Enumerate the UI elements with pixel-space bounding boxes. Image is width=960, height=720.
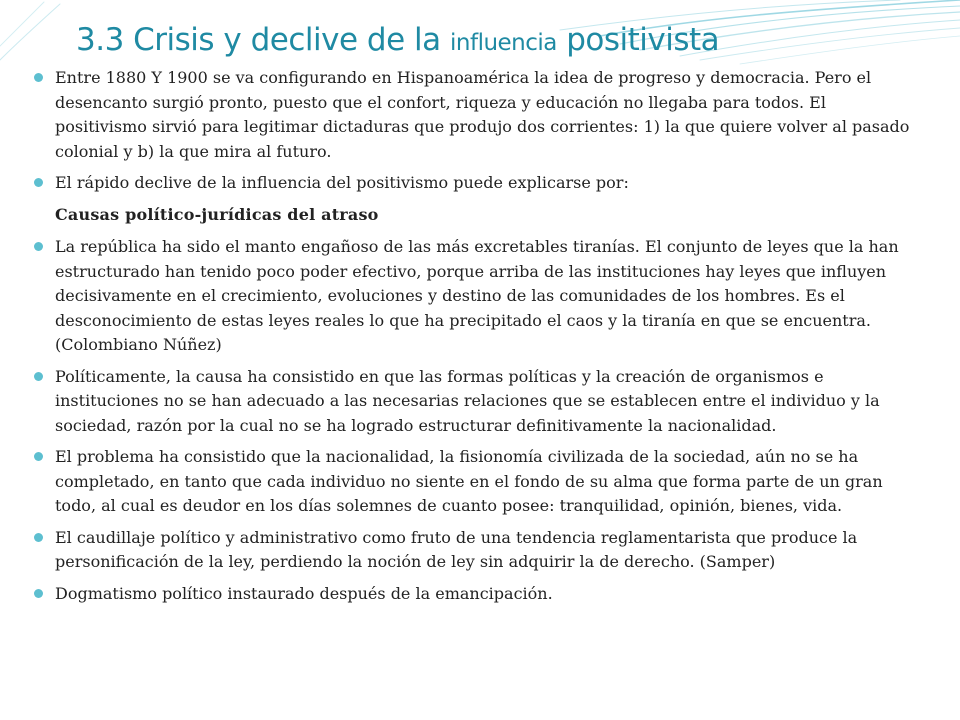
title-text-main: 3.3 Crisis y declive de la: [76, 22, 450, 58]
title-text-end: positivista: [556, 22, 720, 58]
bullet-item: El rápido declive de la influencia del positivismo puede explicarse por:: [34, 171, 914, 196]
bullet-item: La república ha sido el manto engañoso de las más excretables tiranías. El conjunto de leyes que la han estructurado han tenido poco poder efectivo, porque arriba de las instituciones hay leyes que influyen decisivamente en el crecimiento, evoluciones y destino de las comunidades de los hombres. Es el desconocimiento de estas leyes reales lo que ha precipitado el caos y la tiranía en que se encuentra. (Colombiano Núñez): [34, 235, 914, 358]
slide-body: [34, 66, 914, 613]
page-title: [76, 22, 936, 58]
section-subheading: Causas político-jurídicas del atraso: [55, 204, 379, 224]
title-text-small: influencia: [450, 30, 557, 56]
bullet-item: Dogmatismo político instaurado después de la emancipación.: [34, 582, 914, 607]
bullet-item: El problema ha consistido que la nacionalidad, la fisionomía civilizada de la sociedad, aún no se ha completado, en tanto que cada individuo no siente en el fondo de su alma que forma parte de un gran todo, al cual es deudor en los días solemnes de cuanto posee: tranquilidad, opinión, bienes, vida.: [34, 445, 914, 519]
bullet-item: Políticamente, la causa ha consistido en que las formas políticas y la creación de organismos e instituciones no se han adecuado a las necesarias relaciones que se establecen entre el individuo y la sociedad, razón por la cual no se ha logrado estructurar definitivamente la nacionalidad.: [34, 365, 914, 439]
bullet-item: Entre 1880 Y 1900 se va configurando en Hispanoamérica la idea de progreso y democracia. Pero el desencanto surgió pronto, puesto que el confort, riqueza y educación no llegaba para todos. El positivismo sirvió para legitimar dictaduras que produjo dos corrientes: 1) la que quiere volver al pasado colonial y b) la que mira al futuro.: [34, 66, 914, 164]
bullet-item: El caudillaje político y administrativo como fruto de una tendencia reglamentarista que produce la personificación de la ley, perdiendo la noción de ley sin adquirir la de derecho. (Samper): [34, 526, 914, 575]
